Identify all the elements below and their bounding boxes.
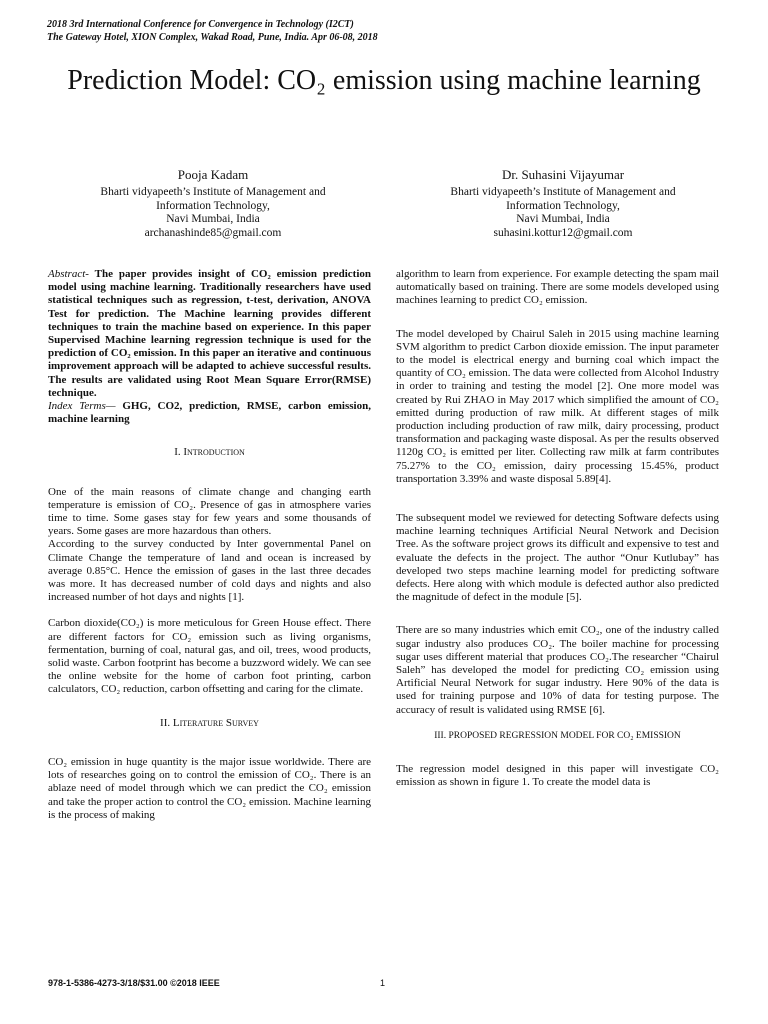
author-2	[398, 168, 728, 241]
page-number: 1	[380, 978, 386, 988]
author-1-city: Navi Mumbai, India	[166, 213, 260, 226]
index-terms-text: GHG, CO2, prediction, RMSE, carbon emission, machine learning	[48, 400, 371, 426]
section-heading-proposed-model: III. PROPOSED REGRESSION MODEL FOR CO₂ EMISSION	[434, 730, 681, 741]
author-2-email: suhasini.kottur12@gmail.com	[493, 227, 633, 240]
author-1-email: archanashinde85@gmail.com	[144, 227, 282, 240]
intro-paragraph-3: Carbon dioxide(CO₂) is more meticulous for Green House effect. There are different factors for CO₂ emission such as living organisms, fermentation, burning of coal, natural gas, and oil, trees, wood products, solid waste. Carbon footprint has become a buzzword widely. We can see the online website for the home of carbon foot printing, carbon calculators, CO₂ reduction, carbon offsetting and caring for the climate.	[48, 617, 371, 696]
abstract-text: The paper provides insight of CO₂ emission prediction model using machine learning. Traditionally researchers have used statistical techniques such as regression, t-test, derivation, ANOVA Test for prediction. The Machine learning provides different techniques to train the machine based on experience. In this paper Supervised Machine learning regression technique is used for the prediction of CO₂ emission. In this paper an iterative and continuous improvement approach will be adapted to achieve successful results. The results are validated using Root Mean Square Error(RMSE) technique.	[48, 268, 371, 399]
author-1	[48, 168, 378, 241]
footer-isbn: 978-1-5386-4273-3/18/$31.00 ©2018 IEEE	[48, 978, 220, 988]
author-1-name: Pooja Kadam	[177, 167, 249, 182]
paper-title: Prediction Model: CO₂ emission using machine learning	[67, 65, 701, 96]
section-heading-introduction: I. Introduction	[174, 446, 245, 459]
literature-paragraph-3: The model developed by Chairul Saleh in 2015 using machine learning SVM algorithm to predict Carbon dioxide emission. The input parameter to the model is electrical energy and burning coal which impact the quantity of CO₂ emission. The data were collected from Alcohol Industry in order to training and testing the model [2]. One more model was created by Rui ZHAO in May 2017 which simplified the amount of CO₂ emitted during production of raw milk. At different stages of milk production including production of raw milk, dairy processing, product transformation and packaging waste disposal. As per the results observed 1120g CO₂ is emitted per liter. Collecting raw milk at farm contributes 75.27% to the CO₂ emission, dairy processing 15.45%, product transportation 3.39% and waste disposal 5.89[4].	[396, 327, 719, 485]
literature-paragraph-2: algorithm to learn from experience. For example detecting the spam mail automatically based on training. There are some models developed using machines learning to predict CO₂ emission.	[396, 268, 719, 307]
right-column	[396, 268, 719, 790]
index-terms	[48, 400, 371, 426]
index-terms-lead: Index Terms—	[48, 400, 116, 413]
conference-line-2: The Gateway Hotel, XION Complex, Wakad Road, Pune, India. Apr 06-08, 2018	[47, 32, 378, 43]
author-2-affiliation-2: Information Technology,	[506, 199, 620, 212]
author-1-affiliation-2: Information Technology,	[156, 199, 270, 212]
literature-paragraph-4: The subsequent model we reviewed for detecting Software defects using machine learning techniques Artificial Neural Network and Decision Tree. As the software project grows its difficult and expensive to test and evaluate the defects in the project. The author “Onur Kutlubay” has developed two steps machine learning model for predicting software defects. Here along with which module is defected author also predicted the magnitude of defect in the module [5].	[396, 512, 719, 604]
intro-paragraph-1: One of the main reasons of climate change and changing earth temperature is emission of CO₂. Presence of gas in atmosphere varies time to time. Some gases stay for few years and some thousands of years. Some gases are more hazardous than others.	[48, 485, 371, 538]
author-2-affiliation-1: Bharti vidyapeeth’s Institute of Management and	[450, 185, 676, 198]
conference-line-1: 2018 3rd International Conference for Convergence in Technology (I2CT)	[47, 19, 354, 30]
conference-header	[47, 18, 378, 44]
proposed-paragraph-1: The regression model designed in this paper will investigate CO₂ emission as shown in figure 1. To create the model data is	[396, 763, 719, 789]
literature-paragraph-5: There are so many industries which emit CO₂, one of the industry called sugar industry also produces CO₂. The boiler machine for processing sugar uses different material that produces CO₂.The researcher “Chairul Saleh” has developed the model for predicting CO₂ emission using Artificial Neural Network for sugar industry. Here 90% of the data is used for training purpose and 10% of data for testing purpose. The accuracy of result is validated using RMSE [6].	[396, 624, 719, 716]
literature-paragraph-1: CO₂ emission in huge quantity is the major issue worldwide. There are lots of researches going on to control the emission of CO₂. There is an ablaze need of model through which we can predict the CO₂ emission and take the proper action to control the CO₂ emission. Machine learning is the process of making	[48, 755, 371, 821]
left-column	[48, 268, 371, 822]
intro-paragraph-2: According to the survey conducted by Inter governmental Panel on Climate Change the temperature of land and ocean is increased by average 0.85°C. Hence the emission of gases in the last three decades was more. It has decreased number of cold days and nights and also increased number of hot days and nights [1].	[48, 538, 371, 604]
section-heading-literature-survey: II. Literature Survey	[160, 716, 259, 729]
abstract-lead: Abstract-	[48, 268, 89, 280]
author-2-city: Navi Mumbai, India	[516, 213, 610, 226]
author-2-name: Dr. Suhasini Vijayumar	[501, 167, 625, 182]
abstract	[48, 268, 371, 400]
author-1-affiliation-1: Bharti vidyapeeth’s Institute of Management and	[100, 185, 326, 198]
